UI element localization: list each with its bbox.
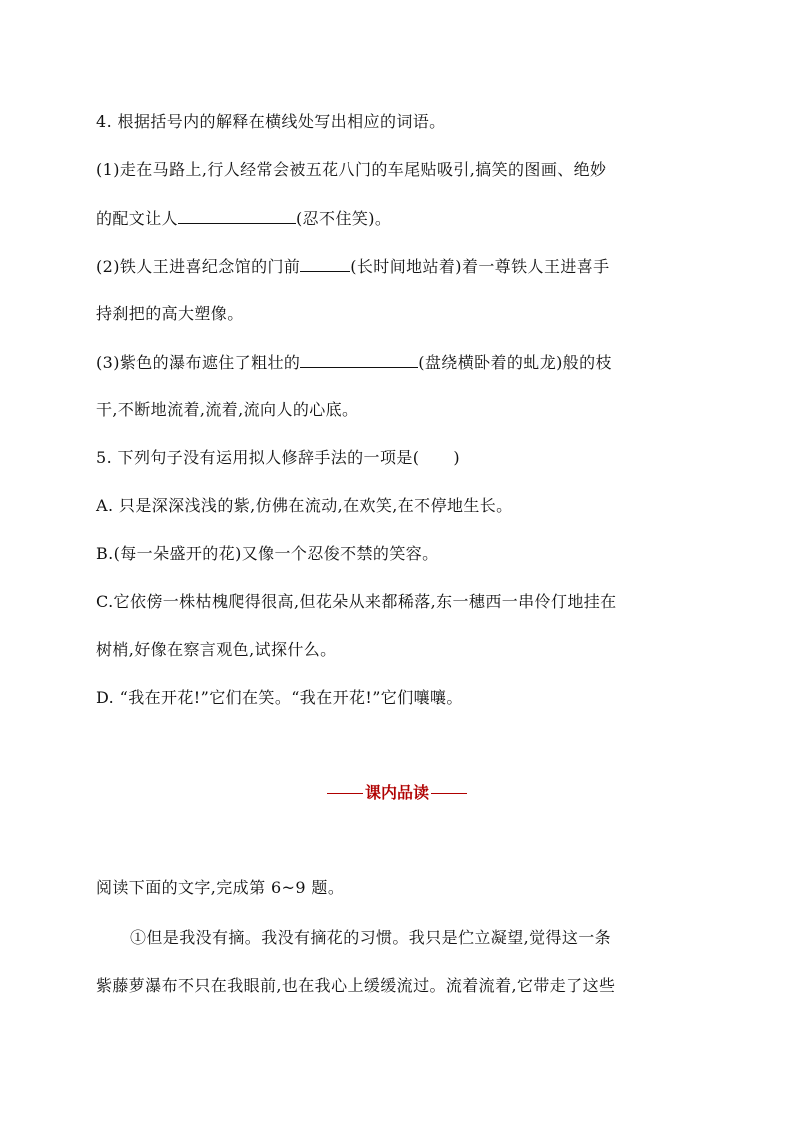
q4-item1-text-before-blank: 的配文让人: [96, 209, 179, 228]
q4-stem: 4. 根据括号内的解释在横线处写出相应的词语。: [96, 112, 446, 131]
q5-option-c-line1: C.它依傍一株枯槐爬得很高,但花朵从来都稀落,东一穗西一串伶仃地挂在: [96, 592, 617, 611]
answer-blank-2[interactable]: [300, 256, 350, 272]
q4-item2-text-before-blank: (2)铁人王进喜纪念馆的门前: [96, 257, 301, 276]
passage-para1-line1: ①但是我没有摘。我没有摘花的习惯。我只是伫立凝望,觉得这一条: [130, 928, 612, 947]
q5-stem: [96, 448, 460, 468]
q4-item3-line2: 干,不断地流着,流着,流向人的心底。: [96, 400, 359, 419]
section-heading: [0, 783, 794, 803]
q5-option-c-line2: 树梢,好像在察言观色,试探什么。: [96, 640, 337, 659]
q4-item3-text-before-blank: (3)紫色的瀑布遮住了粗壮的: [96, 353, 301, 372]
q4-item1-hint: (忍不住笑)。: [296, 209, 392, 228]
q4-item3-line1: [96, 352, 612, 373]
answer-blank-1[interactable]: [178, 208, 296, 224]
q5-stem-text: 5. 下列句子没有运用拟人修辞手法的一项是(: [96, 448, 420, 467]
q4-item3-hint: (盘绕横卧着的虬龙)般的枝: [418, 353, 612, 372]
q5-stem-close: ): [453, 448, 461, 467]
q4-item2-hint: (长时间地站着)着一尊铁人王进喜手: [350, 257, 610, 276]
q4-item1-line1: (1)走在马路上,行人经常会被五花八门的车尾贴吸引,搞笑的图画、绝妙: [96, 160, 607, 179]
q5-option-a: A. 只是深深浅浅的紫,仿佛在流动,在欢笑,在不停地生长。: [96, 496, 513, 515]
q4-item1-line2: [96, 208, 391, 229]
answer-blank-3[interactable]: [300, 352, 418, 368]
heading-rule-left: [327, 793, 363, 794]
q5-option-d: D. “我在开花!”它们在笑。“我在开花!”它们嚷嚷。: [96, 688, 463, 707]
section-title-text: 课内品读: [364, 783, 429, 802]
q4-item2-line2: 持刹把的高大塑像。: [96, 304, 244, 323]
reading-intro: 阅读下面的文字,完成第 6~9 题。: [96, 878, 345, 897]
q4-item2-line1: [96, 256, 610, 277]
heading-rule-right: [431, 793, 467, 794]
passage-para1-line2: 紫藤萝瀑布不只在我眼前,也在我心上缓缓流过。流着流着,它带走了这些: [96, 976, 616, 995]
q5-option-b: B.(每一朵盛开的花)又像一个忍俊不禁的笑容。: [96, 544, 439, 563]
